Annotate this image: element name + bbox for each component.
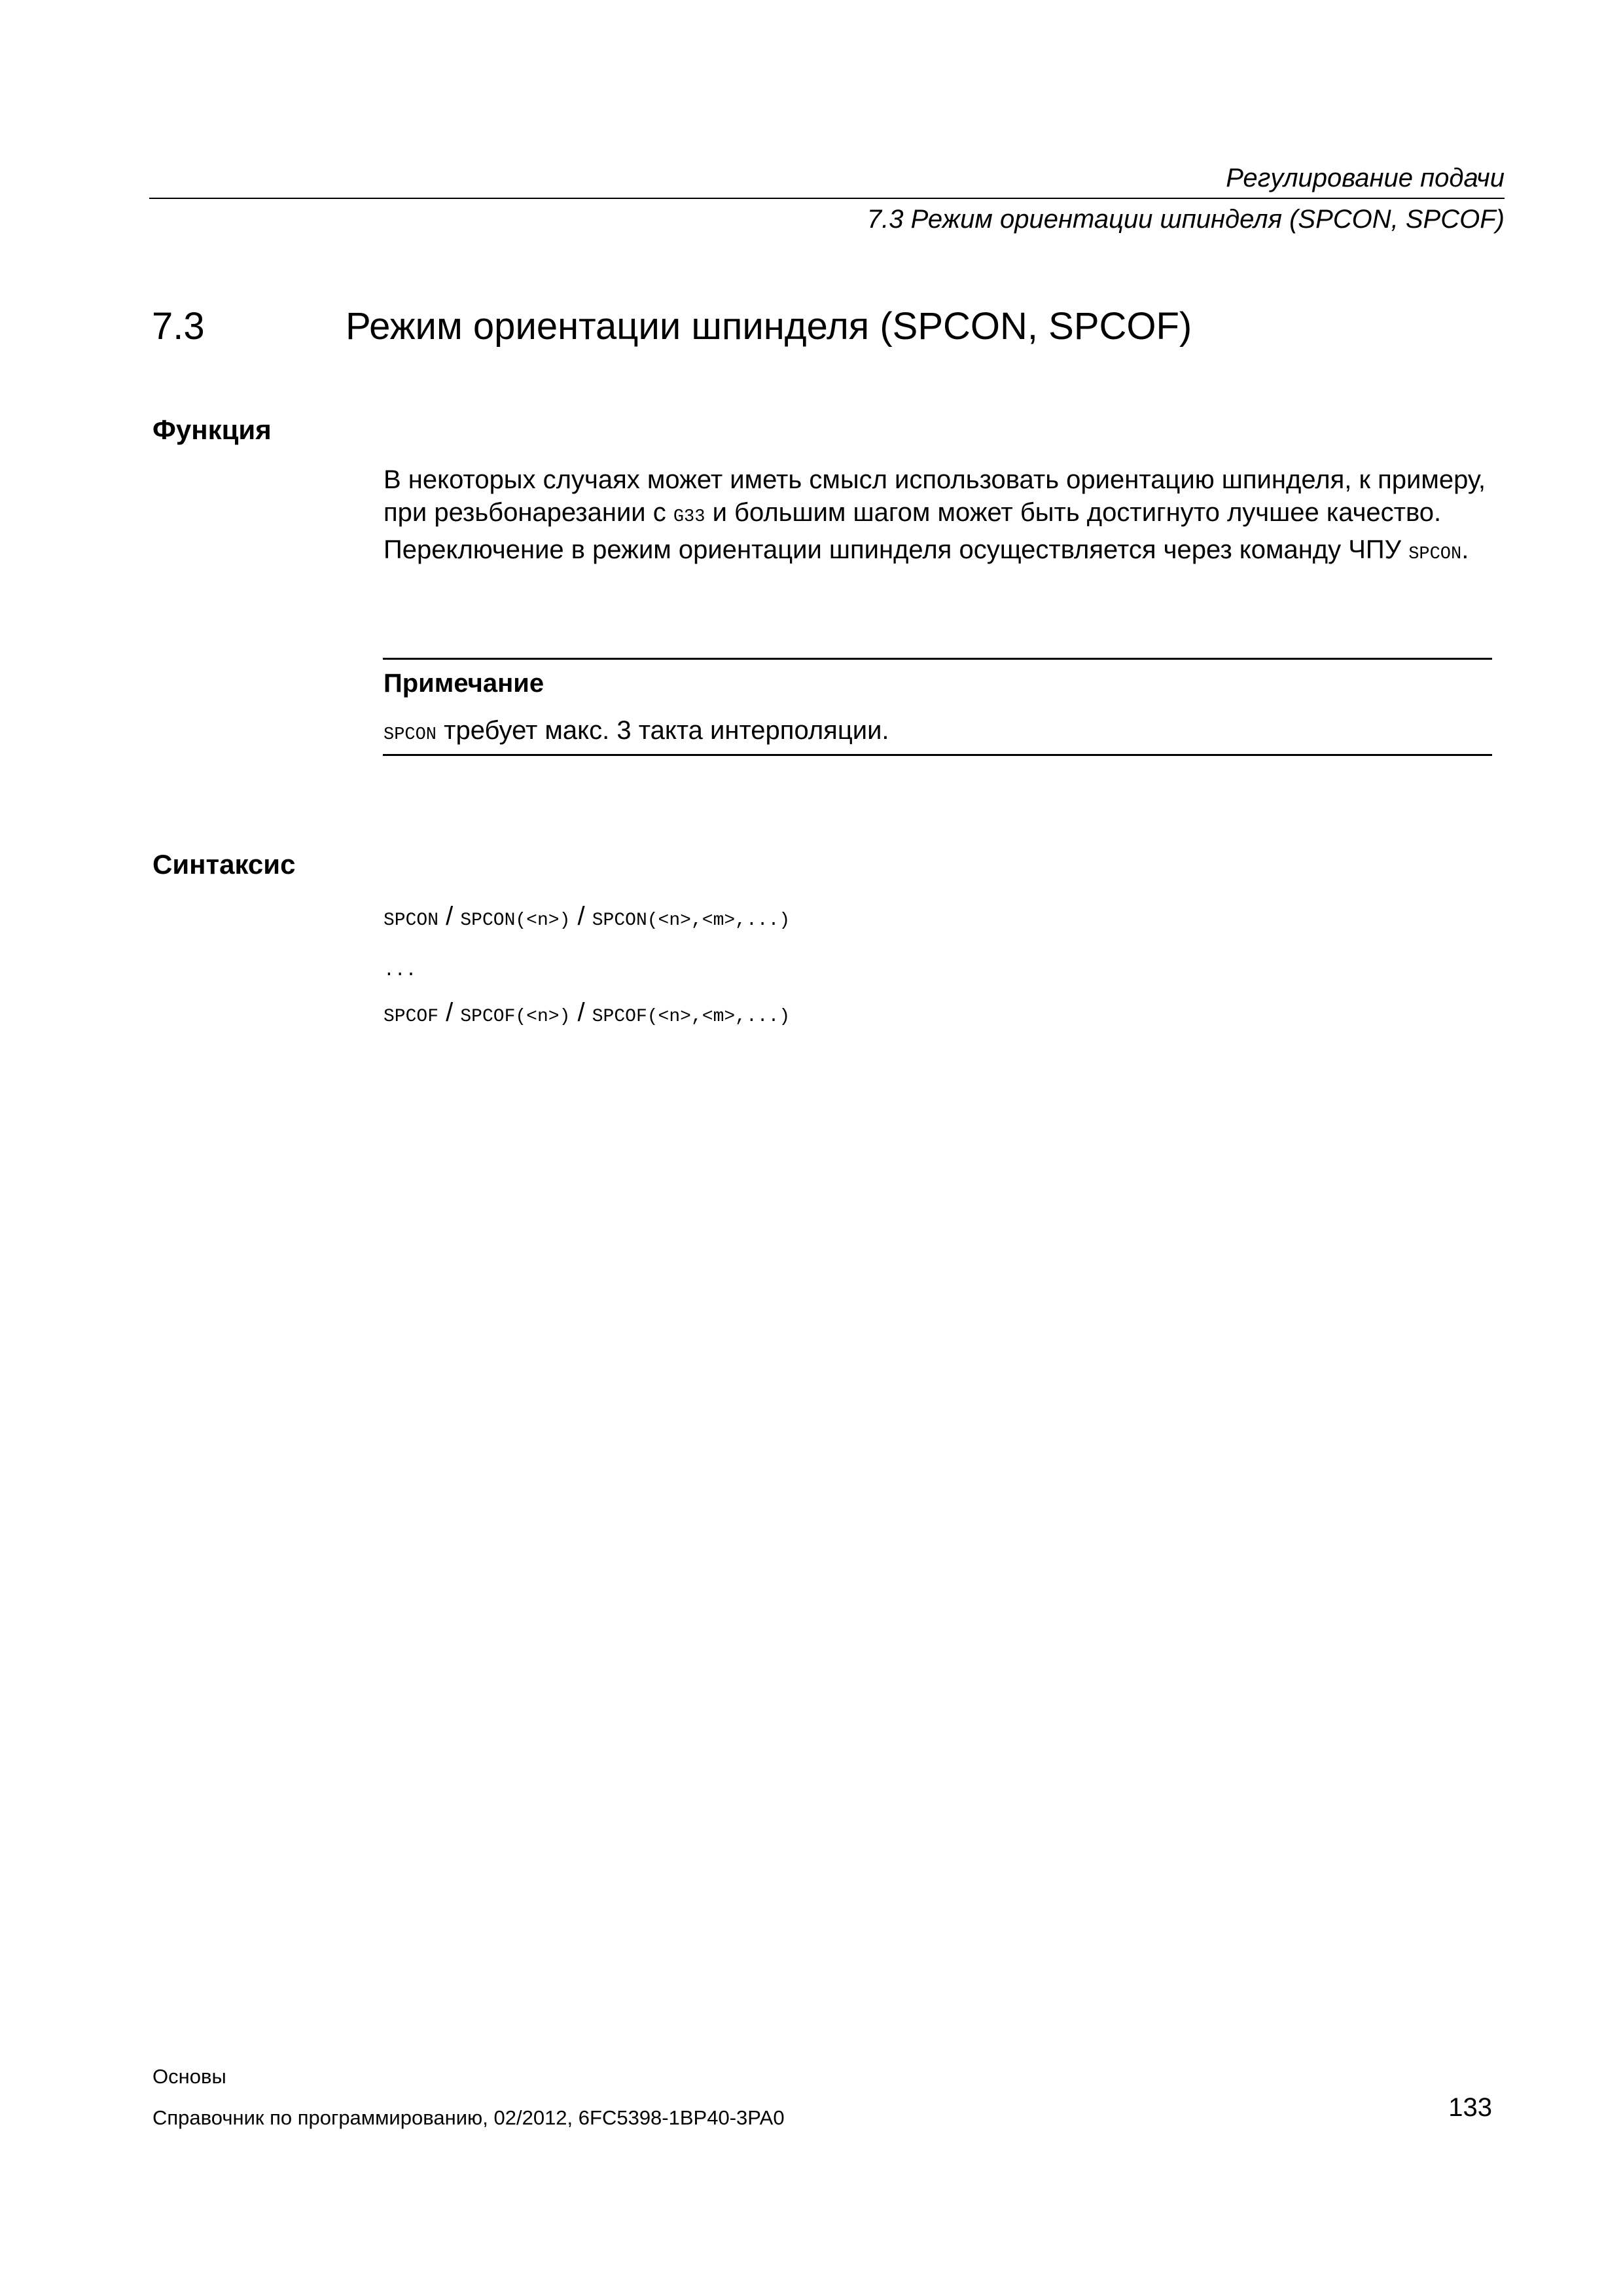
syntax-heading: Синтаксис [152, 849, 296, 880]
section-title: Режим ориентации шпинделя (SPCON, SPCOF) [346, 305, 1192, 348]
note-body [383, 716, 889, 745]
footer-book-title: Основы [152, 2065, 226, 2088]
header-rule [149, 198, 1505, 199]
note-text: требует макс. 3 такта интерполяции. [437, 716, 889, 745]
syntax-code: SPCOF [383, 1007, 439, 1027]
syntax-line-spcon [383, 902, 790, 931]
header-section: 7.3 Режим ориентации шпинделя (SPCON, SPCOF) [866, 205, 1505, 234]
syntax-code: SPCOF(<n>) [460, 1007, 571, 1027]
function-body [383, 463, 1503, 571]
function-paragraph-2 [383, 533, 1503, 571]
function-text: . [1461, 535, 1469, 564]
syntax-separator: / [438, 998, 461, 1027]
function-text: и большим шагом может быть достигнуто лучшее качество. [705, 498, 1442, 527]
page-number: 133 [1448, 2093, 1492, 2122]
note-top-rule [383, 658, 1492, 660]
syntax-code: SPCON(<n>) [460, 910, 571, 931]
function-heading: Функция [152, 414, 272, 445]
code-spcon: SPCON [1408, 545, 1462, 564]
syntax-code: ... [383, 961, 417, 981]
syntax-separator: / [438, 902, 461, 931]
syntax-code: SPCOF(<n>,<m>,...) [592, 1007, 791, 1027]
syntax-code: SPCON [383, 910, 439, 931]
header-chapter: Регулирование подачи [1226, 164, 1505, 192]
syntax-separator: / [570, 998, 592, 1027]
code-spcon: SPCON [383, 725, 437, 745]
function-text: Переключение в режим ориентации шпинделя осуществляется через команду ЧПУ [383, 535, 1409, 564]
code-g33: G33 [673, 507, 705, 527]
syntax-line-spcof [383, 998, 790, 1028]
section-number: 7.3 [152, 305, 205, 348]
syntax-ellipsis [383, 952, 416, 982]
syntax-code: SPCON(<n>,<m>,...) [592, 910, 791, 931]
note-bottom-rule [383, 754, 1492, 756]
syntax-separator: / [570, 902, 592, 931]
footer-reference: Справочник по программированию, 02/2012, 6FC5398-1BP40-3PA0 [152, 2106, 785, 2129]
function-text: В некоторых случаях может иметь смысл использовать ориентацию шпинделя, к примеру, при резьбонарезании с [383, 465, 1486, 527]
note-title: Примечание [383, 669, 544, 698]
function-paragraph-1 [383, 463, 1503, 533]
